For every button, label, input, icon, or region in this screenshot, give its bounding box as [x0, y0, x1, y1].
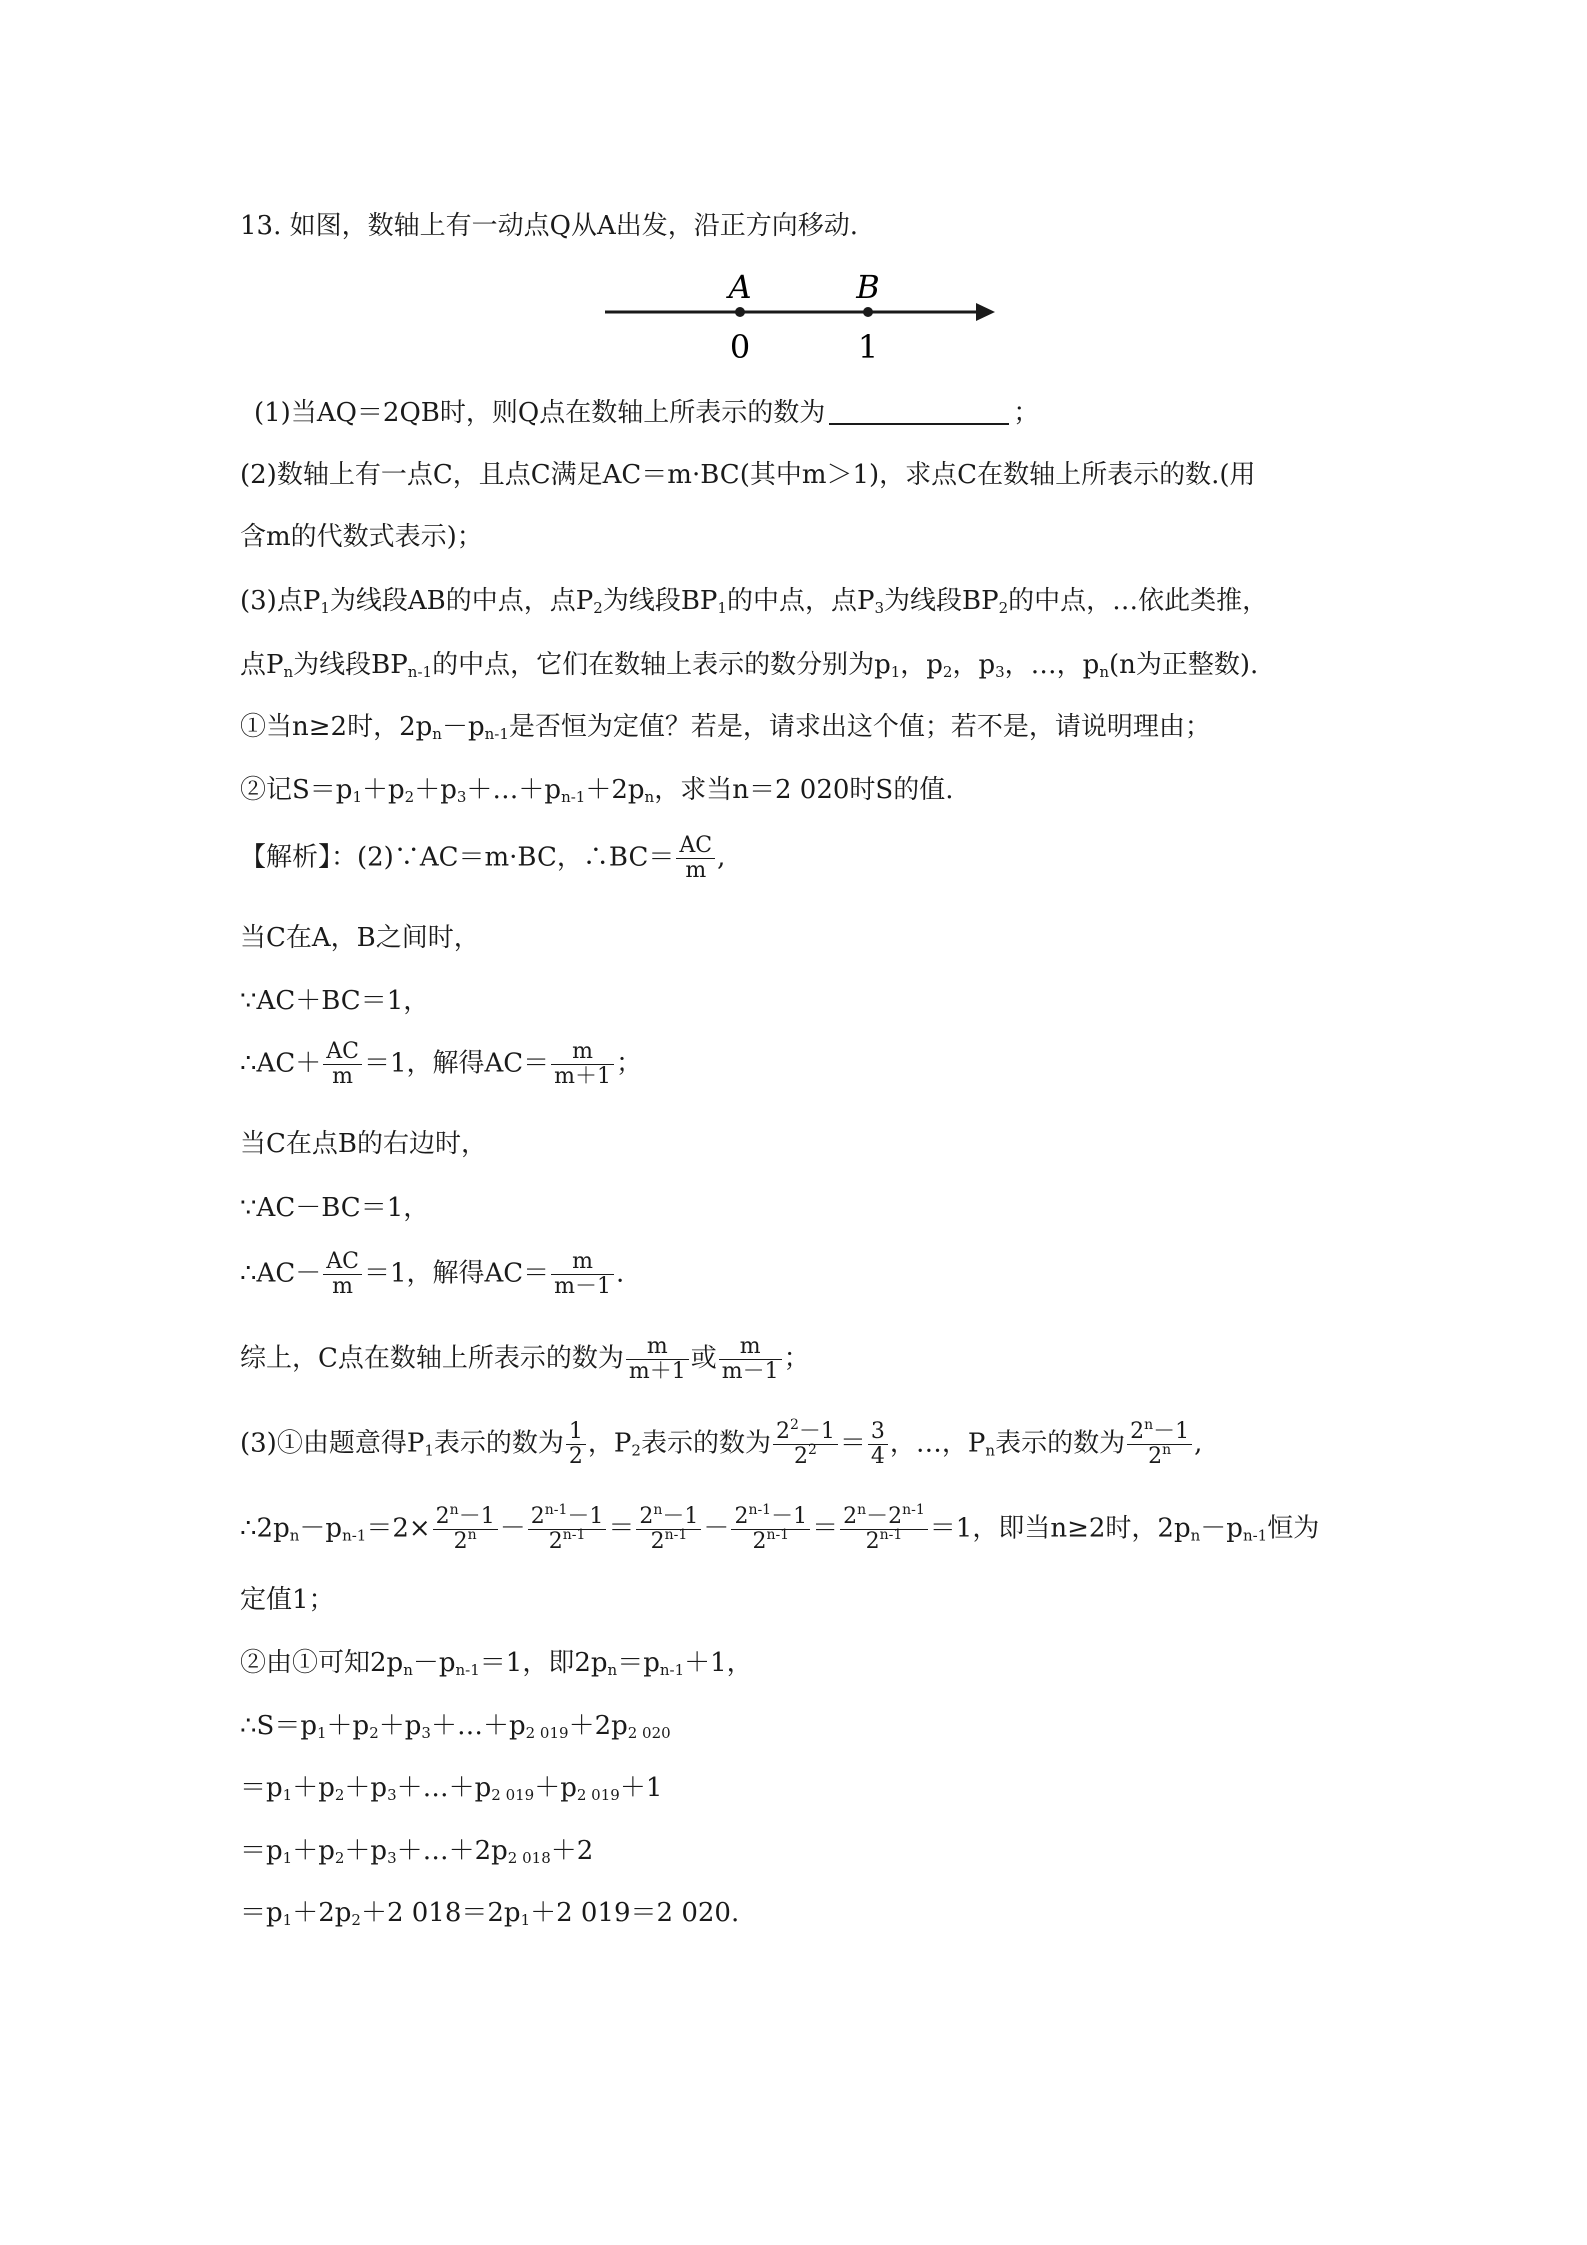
solution-line-8: 综上，C点在数轴上所表示的数为 $\frac{m}{m+1}$ 或 $\frac{m}{m-1}$ ；	[240, 1334, 810, 1384]
solution-line-2: 当C在A，B之间时，	[240, 923, 480, 953]
part-3-q2: ②记$S=p_1+p_2+p_3+\dots+p_{n-1}+2p_n$，求当n＝2 020时S的值.	[240, 775, 954, 806]
part-1: (1)当AQ＝2QB时，则Q点在数轴上所表示的数为 ；	[254, 398, 1040, 428]
arrow-right-icon	[976, 303, 995, 321]
solution-line-15: $=p_1+p_2+p_3+\dots+2p_{2 018}+2$	[240, 1836, 594, 1867]
point-b-dot	[863, 307, 873, 317]
fraction: $\frac{3}{4}$	[868, 1420, 888, 1469]
fraction: $\frac{2^n-1}{2^n}$	[433, 1505, 498, 1554]
fraction: $\frac{2^n-1}{2^{n-1}}$	[636, 1505, 701, 1554]
point-a-label: A	[728, 268, 752, 306]
question-stem	[240, 208, 858, 244]
question-text: 如图，数轴上有一动点Q从A出发，沿正方向移动.	[289, 211, 858, 241]
solution-line-11: 定值1；	[240, 1585, 335, 1615]
tick-one-label: 1	[857, 328, 879, 366]
point-a-dot	[735, 307, 745, 317]
question-number: 13.	[240, 211, 282, 241]
point-b-label: B	[856, 268, 880, 306]
fraction: $\frac{2^n-2^{n-1}}{2^{n-1}}$	[840, 1505, 928, 1554]
number-line-figure	[600, 262, 1000, 372]
part-3-line-2: 点$P_n$为线段$BP_{n-1}$的中点，它们在数轴上表示的数分别为$p_1$，$p_2$，$p_3$，…，$p_n(n$为正整数).	[240, 650, 1259, 681]
solution-line-12: ②由①可知$2p_n-p_{n-1}=1$，即$2p_n=p_{n-1}+1$，	[240, 1648, 753, 1679]
fraction: $\frac{m}{m+1}$	[551, 1040, 614, 1089]
fraction: $\frac{AC}{m}$	[323, 1250, 362, 1299]
solution-line-14: $=p_1+p_2+p_3+\dots+p_{2 019}+p_{2 019}+1$	[240, 1773, 663, 1804]
fraction: $\frac{m}{m+1}$	[626, 1335, 689, 1384]
fraction: $\frac{2^n-1}{2^n}$	[1127, 1420, 1192, 1469]
fraction: $\frac{2^2-1}{2^2}$	[773, 1420, 838, 1469]
fraction: $\frac{m}{m-1}$	[551, 1250, 614, 1299]
solution-line-5: 当C在点B的右边时，	[240, 1129, 488, 1159]
solution-line-4: ∴AC＋ $\frac{AC}{m}$ ＝1，解得AC＝ $\frac{m}{m+1}$ ；	[240, 1039, 643, 1089]
part-3-line-1: (3)点$P_1$为线段AB的中点，点$P_2$为线段$BP_1$的中点，点$P_3$为线段$BP_2$的中点，…依此类推，	[240, 586, 1269, 617]
solution-line-6: ∵AC－BC＝1，	[240, 1193, 430, 1223]
fraction: $\frac{1}{2}$	[566, 1420, 586, 1469]
fraction: $\frac{AC}{m}$	[323, 1040, 362, 1089]
solution-line-7: ∴AC－ $\frac{AC}{m}$ ＝1，解得AC＝ $\frac{m}{m-1}$ .	[240, 1249, 625, 1299]
solution-line-9: (3)①由题意得$P_1$表示的数为 $\frac{1}{2}$ ，$P_2$表示的数为 $\frac{2^2-1}{2^2}$ ＝ $\frac{3}{4}$ ，…，$P_n$表示的数为 $\frac{2^n-1}{2^n}$ ,	[240, 1417, 1203, 1469]
part-2-line-2: 含m的代数式表示)；	[240, 522, 483, 552]
fraction: $\frac{m}{m-1}$	[719, 1335, 782, 1384]
tick-zero-label: 0	[729, 328, 751, 366]
solution-line-1: 【解析】：(2)∵AC＝m·BC，∴BC＝ $\frac{AC}{m}$ ,	[240, 833, 726, 883]
fraction: $\frac{AC}{m}$	[676, 834, 715, 883]
part-3-q1: ①当n≥2时，$2p_n-p_{n-1}$是否恒为定值？若是，请求出这个值；若不是，请说明理由；	[240, 712, 1211, 743]
solution-line-16: $=p_1+2p_2+2$ $018=2p_1+2$ 019＝2 020.	[240, 1898, 740, 1929]
solution-line-13: $\therefore S=p_1+p_2+p_3+\dots+p_{2 019}+2p_{2 020}$	[240, 1711, 671, 1742]
part-2-line-1: (2)数轴上有一点C，且点C满足AC＝m·BC(其中m＞1)，求点C在数轴上所表示的数.(用	[240, 460, 1256, 490]
solution-line-10: $\therefore 2p_n-p_{n-1}=2\times$ $\frac{2^n-1}{2^n}$ － $\frac{2^{n-1}-1}{2^{n-1}}$ ＝ $\frac{2^n-1}{2^{n-1}}$ － $\frac{2^{n-1}-1}{2^{n-1}}$ ＝ $\frac{2^n-2^{n-1}}{2^{n-1}}$ ＝1，即当n≥2时，$2p_n-p_{n-1}$恒为	[240, 1502, 1320, 1554]
fraction: $\frac{2^{n-1}-1}{2^{n-1}}$	[528, 1505, 607, 1554]
solution-line-3: ∵AC＋BC＝1，	[240, 986, 430, 1016]
answer-blank[interactable]	[829, 397, 1009, 425]
fraction: $\frac{2^{n-1}-1}{2^{n-1}}$	[731, 1505, 810, 1554]
